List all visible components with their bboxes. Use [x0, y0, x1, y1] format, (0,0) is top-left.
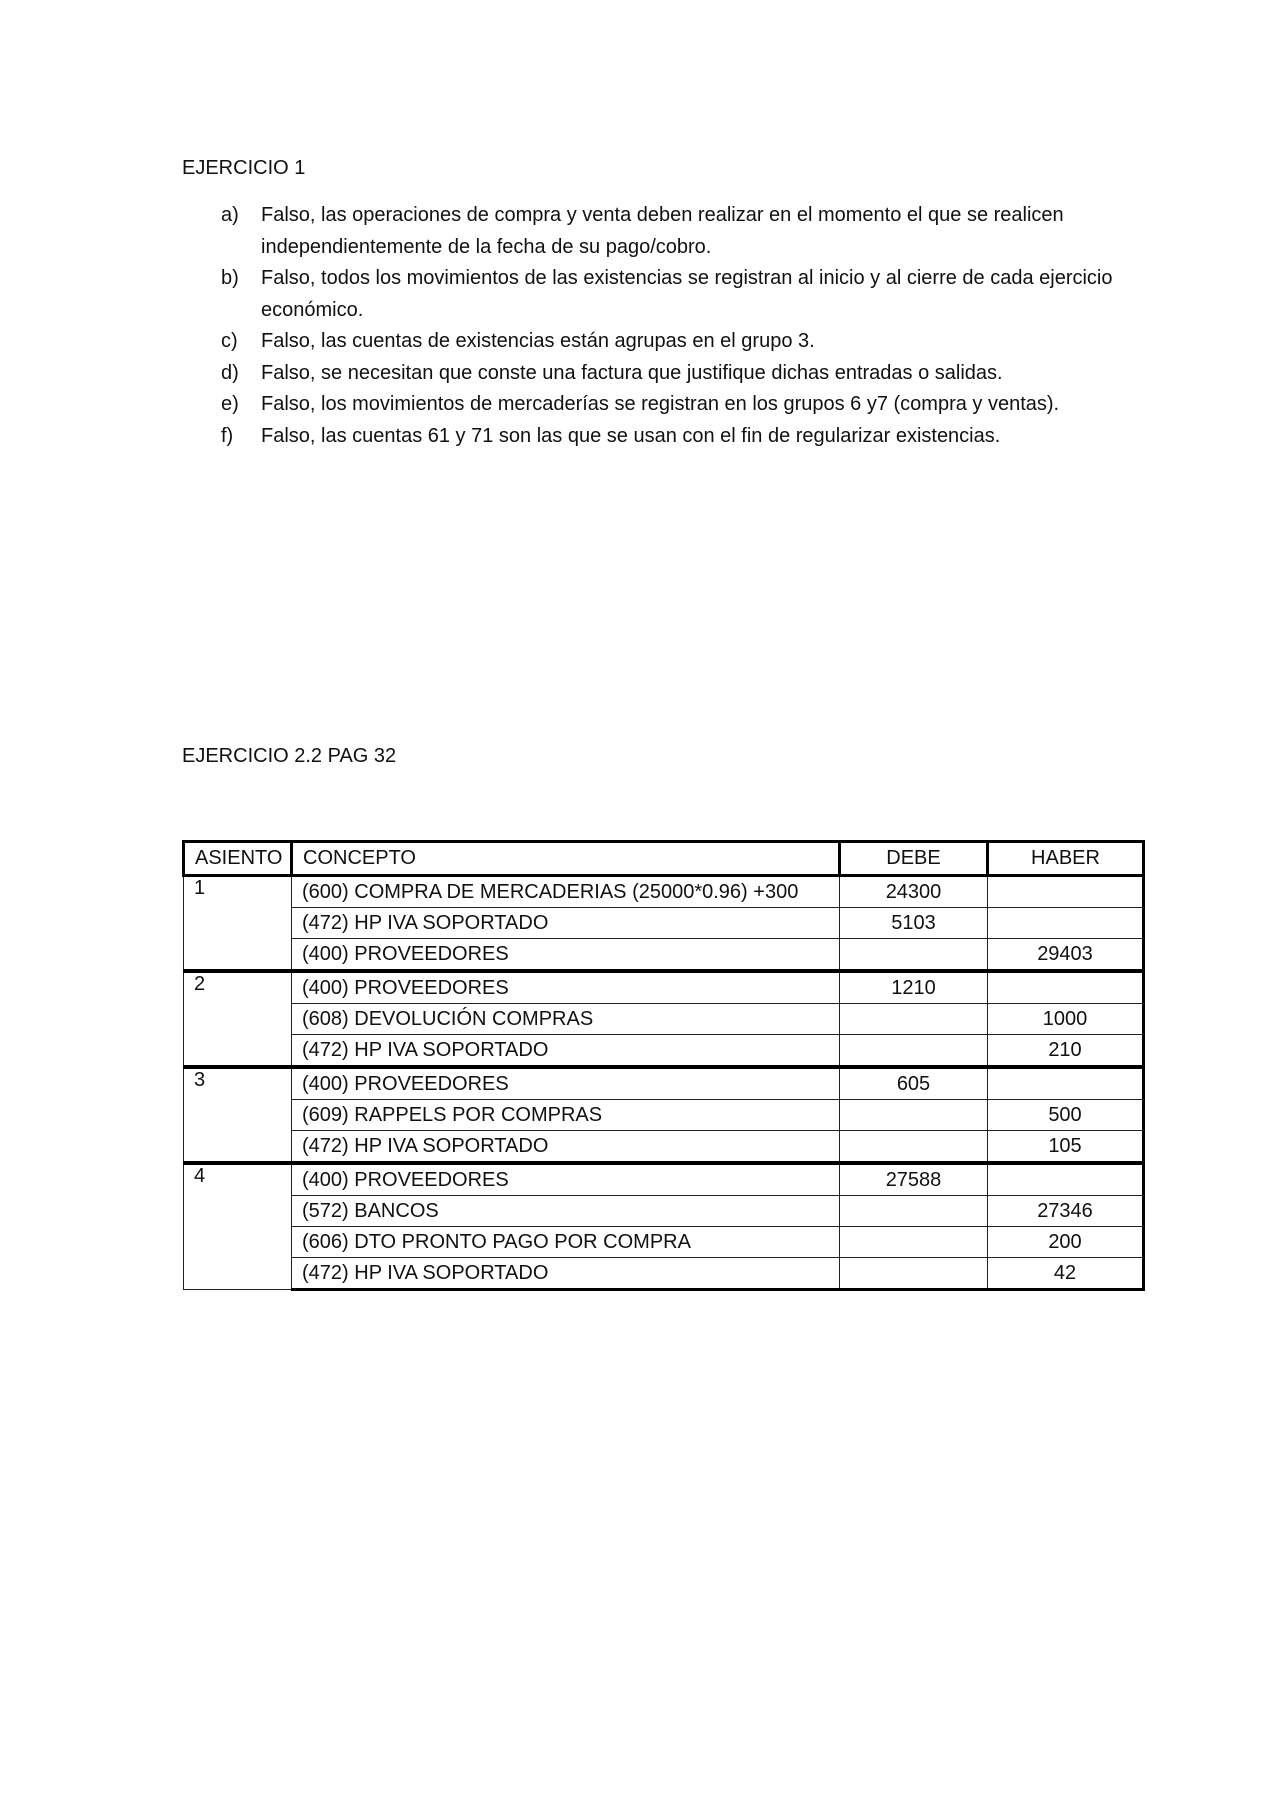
table-row [184, 876, 1144, 908]
table-row [184, 1196, 1144, 1227]
concepto-cell: (572) BANCOS [292, 1196, 840, 1227]
concepto-cell: (606) DTO PRONTO PAGO POR COMPRA [292, 1227, 840, 1258]
asiento-number: 1 [184, 876, 292, 972]
header-asiento: ASIENTO [184, 842, 292, 876]
list-marker: d) [221, 361, 239, 384]
header-haber: HABER [988, 842, 1144, 876]
haber-cell [988, 908, 1144, 939]
haber-cell: 1000 [988, 1004, 1144, 1035]
exercise2-title: EJERCICIO 2.2 PAG 32 [182, 745, 397, 767]
debe-cell: 24300 [840, 876, 988, 908]
haber-cell: 210 [988, 1035, 1144, 1068]
table-header-row [184, 842, 1144, 876]
debe-cell: 605 [840, 1067, 988, 1100]
header-concepto: CONCEPTO [292, 842, 840, 876]
answer-text: Falso, las cuentas de existencias están agrupas en el grupo 3. [261, 330, 815, 352]
list-marker: c) [221, 330, 238, 352]
haber-cell: 27346 [988, 1196, 1144, 1227]
debe-cell [840, 1258, 988, 1290]
list-marker: e) [221, 393, 239, 415]
debe-cell [840, 1196, 988, 1227]
asiento-number: 4 [184, 1163, 292, 1290]
list-item [182, 421, 1122, 453]
asiento-number: 3 [184, 1067, 292, 1163]
table-row [184, 971, 1144, 1004]
concepto-cell: (472) HP IVA SOPORTADO [292, 1258, 840, 1290]
table-row [184, 1035, 1144, 1068]
header-debe: DEBE [840, 842, 988, 876]
concepto-cell: (400) PROVEEDORES [292, 1067, 840, 1100]
debe-cell: 27588 [840, 1163, 988, 1196]
list-item [182, 389, 1122, 421]
table-row [184, 1067, 1144, 1100]
haber-cell: 29403 [988, 939, 1144, 972]
table-row [184, 1100, 1144, 1131]
concepto-cell: (609) RAPPELS POR COMPRAS [292, 1100, 840, 1131]
concepto-cell: (600) COMPRA DE MERCADERIAS (25000*0.96) +300 [292, 876, 840, 908]
list-marker: b) [221, 267, 239, 289]
debe-cell: 5103 [840, 908, 988, 939]
concepto-cell: (400) PROVEEDORES [292, 939, 840, 972]
table-row [184, 1163, 1144, 1196]
haber-cell: 42 [988, 1258, 1144, 1290]
haber-cell [988, 876, 1144, 908]
list-marker: f) [221, 424, 234, 447]
haber-cell [988, 1163, 1144, 1196]
table-row [184, 1227, 1144, 1258]
journal-table [182, 840, 1145, 1291]
debe-cell: 1210 [840, 971, 988, 1004]
haber-cell: 105 [988, 1131, 1144, 1164]
debe-cell [840, 1131, 988, 1164]
concepto-cell: (472) HP IVA SOPORTADO [292, 1131, 840, 1164]
haber-cell [988, 1067, 1144, 1100]
list-item [182, 326, 1122, 358]
table-row [184, 1131, 1144, 1164]
debe-cell [840, 1100, 988, 1131]
haber-cell [988, 971, 1144, 1004]
asiento-number: 2 [184, 971, 292, 1067]
table-row [184, 908, 1144, 939]
list-marker: a) [221, 204, 239, 226]
table-row [184, 939, 1144, 972]
answer-text: Falso, las cuentas 61 y 71 son las que se usan con el fin de regularizar existencias. [261, 424, 1001, 447]
debe-cell [840, 1004, 988, 1035]
list-item [182, 358, 1122, 390]
answer-text: Falso, todos los movimientos de las existencias se registran al inicio y al cierre de cada ejercicio económico. [261, 267, 1113, 321]
answer-text: Falso, se necesitan que conste una factura que justifique dichas entradas o salidas. [261, 361, 1003, 384]
list-item [182, 263, 1122, 326]
table-row [184, 1004, 1144, 1035]
haber-cell: 500 [988, 1100, 1144, 1131]
exercise1-answer-list [182, 200, 1122, 452]
list-item [182, 200, 1122, 263]
concepto-cell: (472) HP IVA SOPORTADO [292, 908, 840, 939]
concepto-cell: (472) HP IVA SOPORTADO [292, 1035, 840, 1068]
table-row [184, 1258, 1144, 1290]
concepto-cell: (608) DEVOLUCIÓN COMPRAS [292, 1004, 840, 1035]
haber-cell: 200 [988, 1227, 1144, 1258]
concepto-cell: (400) PROVEEDORES [292, 971, 840, 1004]
answer-text: Falso, los movimientos de mercaderías se registran en los grupos 6 y7 (compra y ventas). [261, 393, 1060, 415]
concepto-cell: (400) PROVEEDORES [292, 1163, 840, 1196]
debe-cell [840, 1035, 988, 1068]
exercise1-title: EJERCICIO 1 [182, 157, 306, 179]
debe-cell [840, 1227, 988, 1258]
answer-text: Falso, las operaciones de compra y venta deben realizar en el momento el que se realicen independientemente de la fecha de su pago/cobro. [261, 204, 1064, 258]
debe-cell [840, 939, 988, 972]
